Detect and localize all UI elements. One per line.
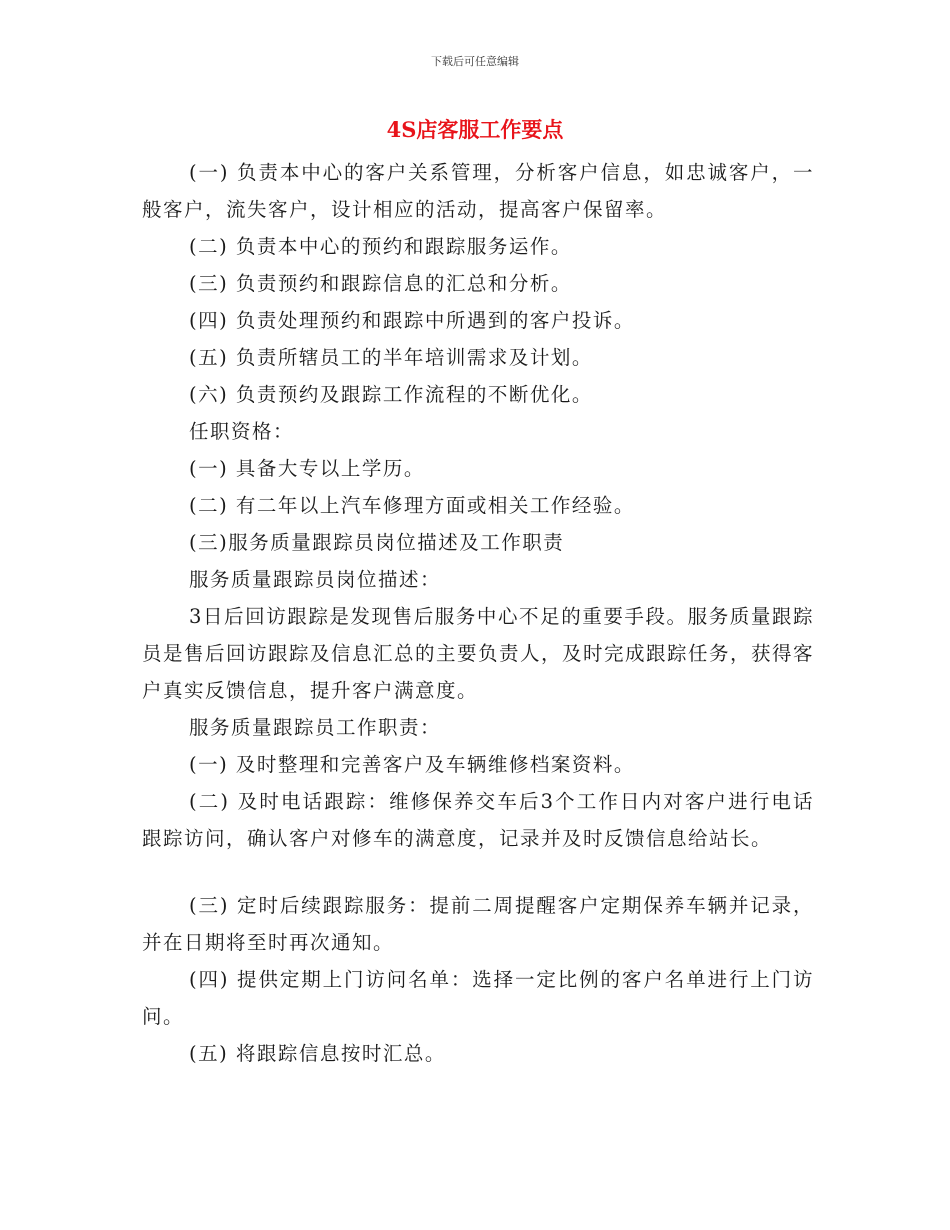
paragraph: (六) 负责预约及跟踪工作流程的不断优化。	[189, 383, 593, 406]
paragraph: (二) 及时电话跟踪：维修保养交车后3个工作日内对客户进行电话跟踪访问，确认客户对修车的满意度，记录并及时反馈信息给站长。	[142, 790, 814, 850]
section-heading: 服务质量跟踪员工作职责：	[189, 716, 442, 739]
spacer	[142, 857, 814, 887]
paragraph: (二) 负责本中心的预约和跟踪服务运作。	[189, 235, 572, 258]
paragraph: (五) 负责所辖员工的半年培训需求及计划。	[189, 346, 593, 369]
document-title: 4S店客服工作要点	[386, 117, 564, 142]
paragraph: (四) 提供定期上门访问名单：选择一定比例的客户名单进行上门访问。	[142, 968, 814, 1028]
paragraph: 3日后回访跟踪是发现售后服务中心不足的重要手段。服务质量跟踪员是售后回访跟踪及信息汇总的主要负责人，及时完成跟踪任务，获得客户真实反馈信息，提升客户满意度。	[142, 605, 815, 702]
paragraph: (三)服务质量跟踪员岗位描述及工作职责	[189, 531, 565, 554]
paragraph: (一) 及时整理和完善客户及车辆维修档案资料。	[189, 753, 635, 776]
paragraph: (三) 负责预约和跟踪信息的汇总和分析。	[189, 272, 572, 295]
paragraph: (五) 将跟踪信息按时汇总。	[189, 1042, 446, 1065]
paragraph: (一) 负责本中心的客户关系管理，分析客户信息，如忠诚客户，一般客户，流失客户，设计相应的活动，提高客户保留率。	[142, 161, 814, 221]
section-heading: 任职资格：	[189, 420, 295, 443]
document-body	[142, 154, 814, 1072]
header-note: 下载后可任意编辑	[431, 55, 519, 68]
section-heading: 服务质量跟踪员岗位描述：	[189, 568, 442, 591]
paragraph: (一) 具备大专以上学历。	[189, 457, 425, 480]
paragraph: (三) 定时后续跟踪服务：提前二周提醒客户定期保养车辆并记录，并在日期将至时再次通知。	[142, 894, 814, 954]
paragraph: (四) 负责处理预约和跟踪中所遇到的客户投诉。	[189, 309, 635, 332]
paragraph: (二) 有二年以上汽车修理方面或相关工作经验。	[189, 494, 635, 517]
